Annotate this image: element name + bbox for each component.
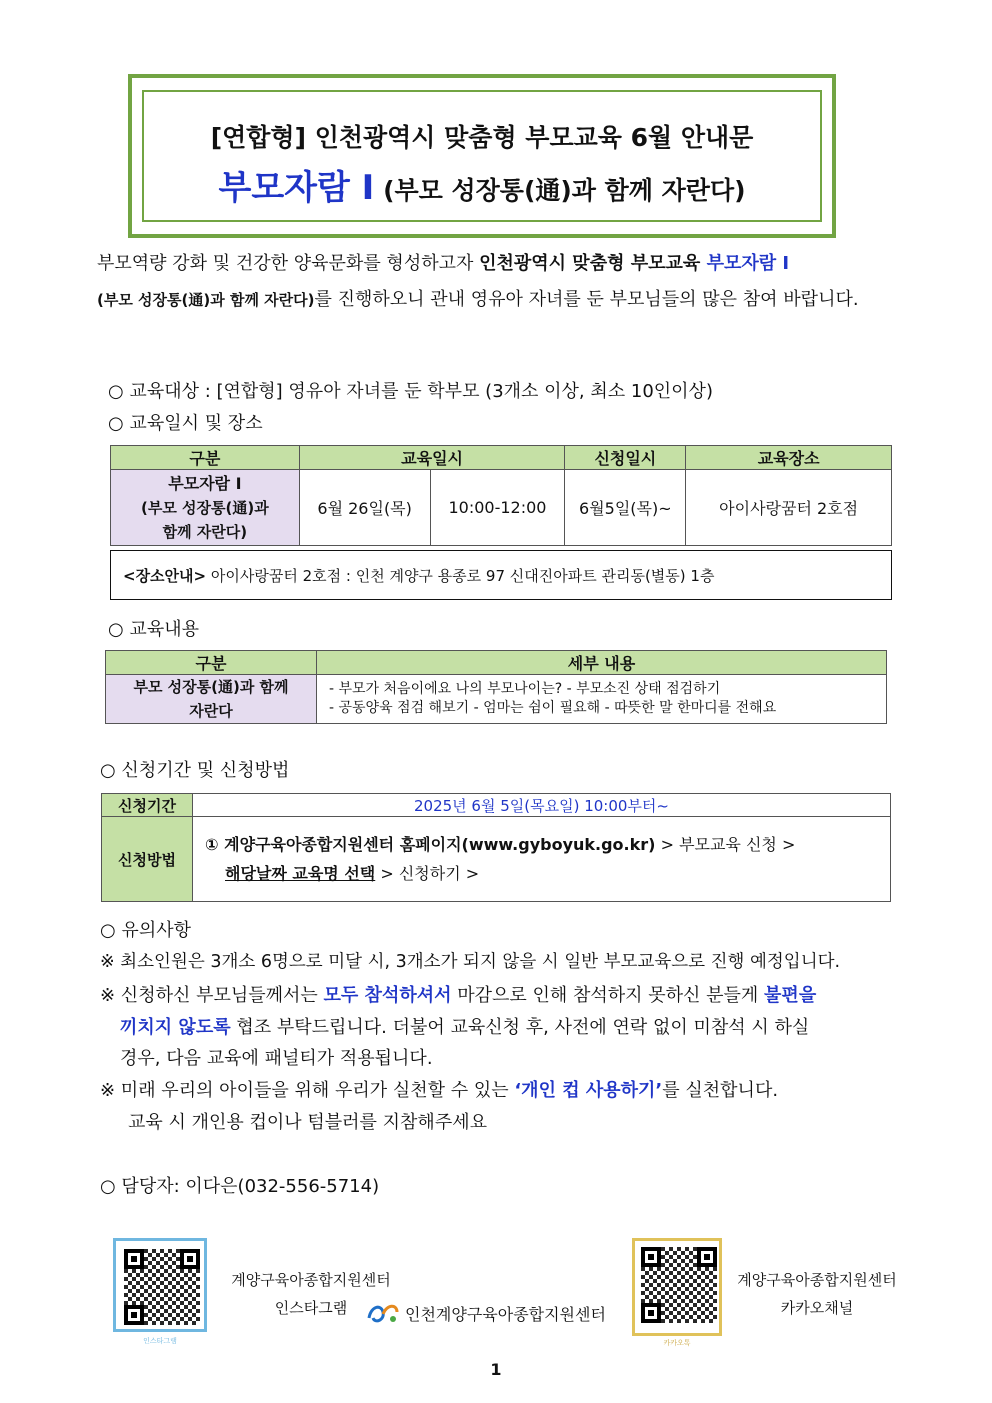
col-header: 구분 (111, 446, 300, 470)
program-cell (111, 470, 300, 546)
note-1: ※ 최소인원은 3개소 6명으로 미달 시, 3개소가 되지 않을 시 일반 부모교육으로 진행 예정입니다. (100, 952, 841, 972)
col-header: 세부 내용 (317, 651, 887, 675)
note-2-end: 경우, 다음 교육에 패널티가 적용됩니다. (120, 1048, 433, 1069)
note-3-cont: 교육 시 개인용 컵이나 텀블러를 지참해주세요 (128, 1112, 487, 1133)
note-text: 마감으로 인해 참석하지 못하신 분들게 (451, 985, 765, 1006)
note-emphasis: ‘개인 컵 사용하기’ (514, 1080, 663, 1101)
kakao-qr-code[interactable] (632, 1238, 722, 1336)
content-detail-line: - 부모가 처음이에요 나의 부모나이는? - 부모소진 상태 점검하기 (329, 681, 721, 697)
intro-bold: 인천광역시 맞춤형 부모교육 (479, 253, 707, 274)
instagram-label-line: 계양구육아종합지원센터 (231, 1271, 391, 1289)
note-emphasis: 끼치지 않도록 (120, 1017, 231, 1038)
target-line: ○ 교육대상 : [연합형] 영유아 자녀를 둔 학부모 (3개소 이상, 최소 10인이상) (108, 381, 713, 402)
col-header: 교육장소 (686, 446, 892, 470)
content-category-cell (106, 675, 317, 724)
kakao-qr-caption: 카카오톡 (663, 1339, 691, 1347)
note-2-cont (120, 1013, 809, 1039)
intro-text-2: 를 진행하오니 관내 영유아 자녀를 둔 부모님들의 많은 참여 바랍니다. (314, 289, 859, 310)
center-logo (365, 1300, 635, 1326)
col-header: 신청일시 (565, 446, 686, 470)
col-header: 교육일시 (299, 446, 565, 470)
kakao-label (728, 1266, 906, 1322)
period-value: 2025년 6월 5일(목요일) 10:00부터~ (193, 794, 891, 817)
note-text: ※ 미래 우리의 아이들을 위해 우리가 실천할 수 있는 (100, 1080, 515, 1101)
col-header: 구분 (106, 651, 317, 675)
method-step: > 신청하기 > (375, 864, 480, 883)
content-heading: ○ 교육내용 (108, 619, 199, 640)
kakao-label-line: 계양구육아종합지원센터 (737, 1271, 897, 1289)
method-line-2 (205, 859, 890, 888)
note-2 (100, 981, 816, 1007)
apply-table (101, 793, 891, 902)
note-emphasis: 모두 참석하셔서 (323, 985, 452, 1006)
intro-paragraph (97, 246, 897, 318)
instagram-qr-code[interactable] (113, 1238, 207, 1332)
place-cell: 아이사랑꿈터 2호점 (686, 470, 892, 546)
note-text: 를 실천합니다. (662, 1080, 779, 1101)
program-cell-line: 부모자람 Ⅰ (168, 473, 242, 493)
instagram-qr-caption: 인스타그램 (143, 1337, 177, 1345)
page-number: 1 (490, 1360, 502, 1379)
program-name: 부모자람 Ⅰ (218, 168, 375, 208)
note-text: ※ 신청하신 부모님들께서는 (100, 985, 324, 1006)
method-value (193, 817, 891, 902)
schedule-heading: ○ 교육일시 및 장소 (108, 413, 263, 434)
intro-program: 부모자람 Ⅰ (706, 253, 790, 274)
center-logo-text: 인천계양구육아종합지원센터 (405, 1305, 606, 1324)
note-3 (100, 1076, 778, 1102)
method-step: > 부모교육 신청 > (655, 835, 796, 854)
place-info-box (110, 550, 892, 600)
place-info-text: 아이사랑꿈터 2호점 : 인천 계양구 용종로 97 신대진아파트 관리동(별동) 1층 (206, 567, 715, 585)
program-cell-line: (부모 성장통(通)과 (141, 498, 269, 517)
document-title: [연합형] 인천광역시 맞춤형 부모교육 6월 안내문 (210, 123, 754, 152)
content-category-line: 자란다 (189, 702, 233, 720)
kakao-label-line: 카카오채널 (780, 1299, 854, 1317)
content-category-line: 부모 성장통(通)과 함께 (133, 678, 289, 696)
program-subtitle: (부모 성장통(通)과 함께 자란다) (383, 176, 746, 205)
place-info-label: <장소안내> (123, 567, 207, 585)
intro-text: 부모역량 강화 및 건강한 양육문화를 형성하고자 (97, 253, 480, 274)
schedule-table (110, 445, 892, 546)
time-cell: 10:00-12:00 (430, 470, 565, 546)
notes-heading: ○ 유의사항 (100, 920, 191, 941)
program-title (144, 160, 820, 209)
note-text: 협조 부탁드립니다. 더불어 교육신청 후, 사전에 연락 없이 미참석 시 하실 (230, 1017, 810, 1038)
instagram-label-line: 인스타그램 (274, 1299, 348, 1317)
title-inner-box (142, 90, 822, 222)
note-emphasis: 불편을 (764, 985, 817, 1006)
date-cell: 6월 26일(목) (299, 470, 430, 546)
method-line-1 (205, 830, 890, 859)
content-table (105, 650, 887, 724)
content-detail-cell (317, 675, 887, 724)
period-label: 신청기간 (102, 794, 193, 817)
method-site: ① 계양구육아종합지원센터 홈페이지(www.gyboyuk.go.kr) (205, 835, 656, 854)
content-detail-line: - 공동양육 점검 해보기 - 엄마는 쉼이 필요해 - 따뜻한 말 한마디를 전해요 (329, 700, 777, 716)
method-label: 신청방법 (102, 817, 193, 902)
program-cell-line: 함께 자란다) (162, 522, 248, 541)
intro-sub: (부모 성장통(通)과 함께 자란다) (97, 291, 315, 309)
contact-line: ○ 담당자: 이다은(032-556-5714) (100, 1176, 380, 1197)
title-box (128, 74, 836, 238)
method-select: 해당날짜 교육명 선택 (225, 864, 376, 883)
center-logo-icon (365, 1300, 401, 1326)
apply-cell: 6월5일(목)~ (565, 470, 686, 546)
apply-heading: ○ 신청기간 및 신청방법 (100, 760, 290, 781)
